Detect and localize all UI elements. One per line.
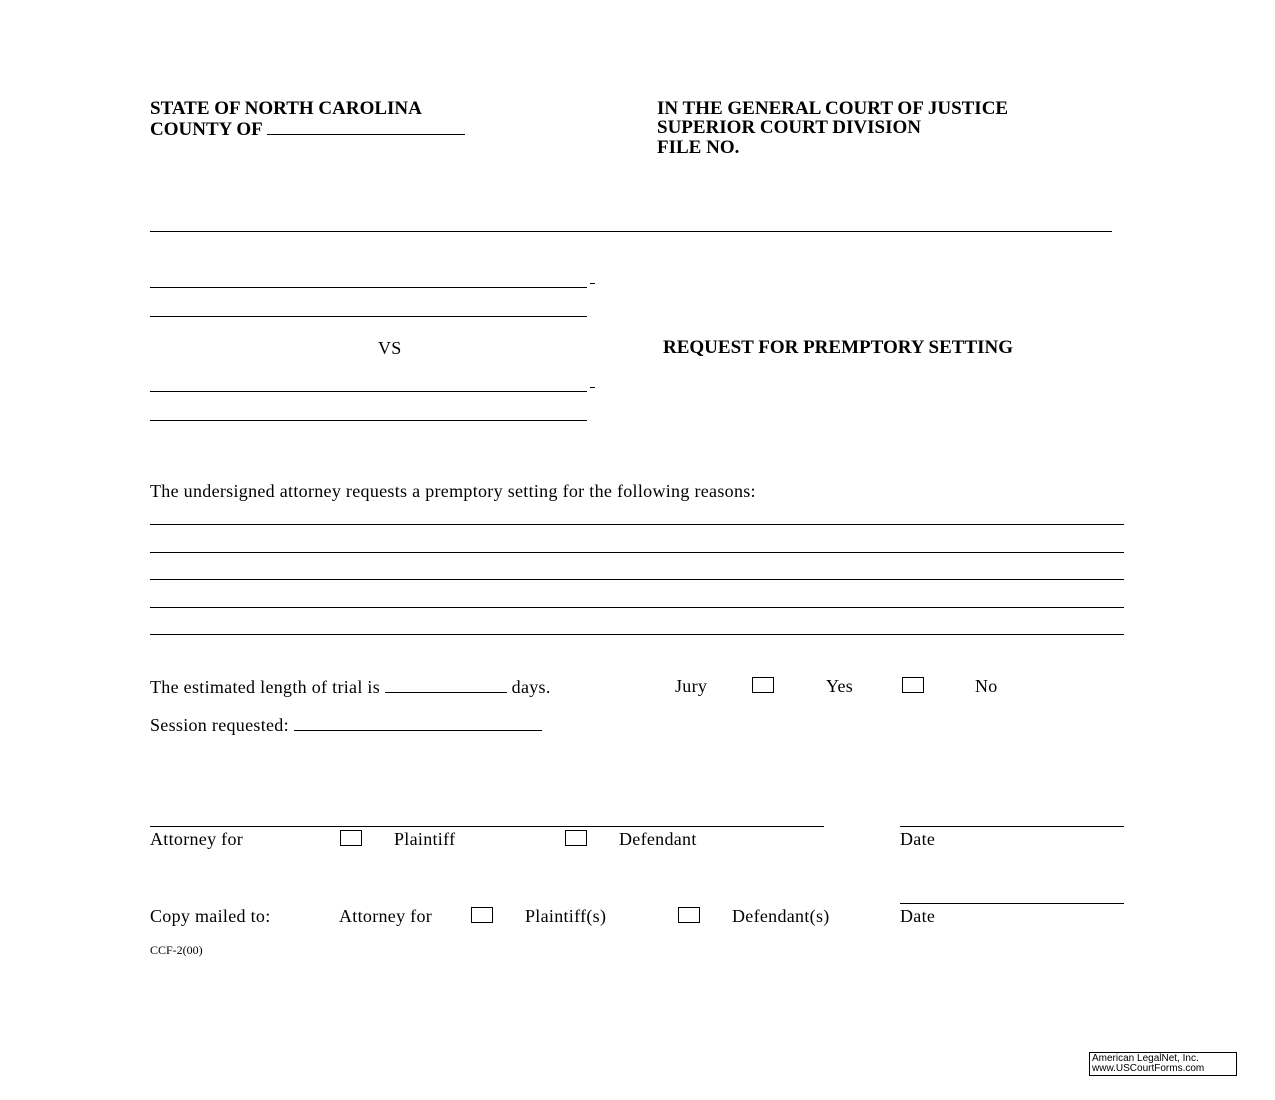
reason-line-3[interactable] bbox=[150, 579, 1124, 580]
reason-line-4[interactable] bbox=[150, 607, 1124, 608]
publisher-name: American LegalNet, Inc. bbox=[1092, 1053, 1199, 1064]
session-row bbox=[150, 714, 542, 735]
plaintiff-address-field[interactable] bbox=[150, 316, 587, 317]
jury-no-checkbox[interactable] bbox=[902, 677, 924, 693]
jury-no-label: No bbox=[975, 676, 998, 696]
court-heading: IN THE GENERAL COURT OF JUSTICE bbox=[657, 98, 1009, 119]
attorney-defendant-label: Defendant bbox=[619, 829, 697, 849]
reason-line-2[interactable] bbox=[150, 552, 1124, 553]
document-title: REQUEST FOR PREMPTORY SETTING bbox=[663, 337, 1014, 358]
defendant-name-field[interactable] bbox=[150, 391, 587, 392]
trial-days-field[interactable] bbox=[385, 676, 507, 693]
attorney-for-label: Attorney for bbox=[150, 829, 244, 849]
attorney-plaintiff-label: Plaintiff bbox=[394, 829, 456, 849]
copy-defendants-checkbox[interactable] bbox=[678, 907, 700, 923]
publisher-website: www.USCourtForms.com bbox=[1092, 1063, 1205, 1074]
session-label: Session requested: bbox=[150, 715, 289, 735]
county-label: COUNTY OF bbox=[150, 119, 263, 140]
session-field[interactable] bbox=[294, 714, 542, 731]
state-heading: STATE OF NORTH CAROLINA bbox=[150, 98, 422, 119]
jury-label: Jury bbox=[675, 676, 708, 696]
jury-yes-checkbox[interactable] bbox=[752, 677, 774, 693]
copy-date-field[interactable] bbox=[900, 903, 1124, 904]
form-code: CCF-2(00) bbox=[150, 943, 203, 957]
copy-plaintiffs-checkbox[interactable] bbox=[471, 907, 493, 923]
reasons-intro: The undersigned attorney requests a premptory setting for the following reasons: bbox=[150, 481, 756, 501]
defendant-line-dash bbox=[590, 387, 595, 388]
plaintiff-line-dash bbox=[590, 283, 595, 284]
copy-defendants-label: Defendant(s) bbox=[732, 906, 830, 926]
trial-length-suffix: days. bbox=[511, 677, 551, 697]
copy-attorney-for-label: Attorney for bbox=[339, 906, 433, 926]
reason-line-1[interactable] bbox=[150, 524, 1124, 525]
reason-line-5[interactable] bbox=[150, 634, 1124, 635]
signature-date-label: Date bbox=[900, 829, 936, 849]
defendant-address-field[interactable] bbox=[150, 420, 587, 421]
county-field[interactable] bbox=[267, 118, 465, 135]
copy-mailed-label: Copy mailed to: bbox=[150, 906, 271, 926]
plaintiff-name-field[interactable] bbox=[150, 287, 587, 288]
division-heading: SUPERIOR COURT DIVISION bbox=[657, 117, 921, 138]
signature-date-field[interactable] bbox=[900, 826, 1124, 827]
county-line bbox=[150, 118, 465, 140]
jury-yes-label: Yes bbox=[826, 676, 854, 696]
publisher-badge bbox=[1089, 1052, 1237, 1076]
caption-rule bbox=[150, 231, 1112, 232]
trial-length-row bbox=[150, 676, 551, 697]
versus-label: VS bbox=[378, 338, 402, 358]
file-number-label: FILE NO. bbox=[657, 137, 740, 158]
attorney-plaintiff-checkbox[interactable] bbox=[340, 830, 362, 846]
copy-plaintiffs-label: Plaintiff(s) bbox=[525, 906, 607, 926]
copy-date-label: Date bbox=[900, 906, 936, 926]
attorney-defendant-checkbox[interactable] bbox=[565, 830, 587, 846]
trial-length-prefix: The estimated length of trial is bbox=[150, 677, 381, 697]
attorney-signature-field[interactable] bbox=[150, 826, 824, 827]
